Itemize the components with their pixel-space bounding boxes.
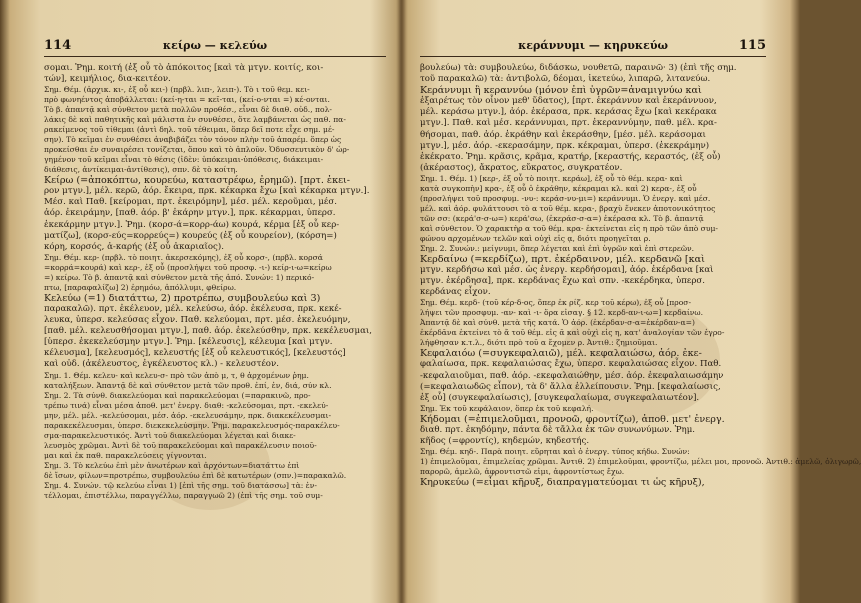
note-line: ἐκέρδᾶνα ἐκτείνει τὸ ἄ τοῦ θέμ. εἰς ᾶ καὶ οὐχὶ εἰς η, κατ' ἀναλογίαν τῶν ἐγρο- bbox=[420, 328, 725, 338]
text-line: -κεφαλαιοῦμαι, παθ. ἀόρ. -εκεφαλαιώθην, μέσ. ἀόρ. ἐκεφαλαιωσάμην bbox=[420, 370, 724, 381]
text-line: παρακαλῶ). πρτ. ἐκέλευον, μέλ. κελεύσω, ἀόρ. ἐκέλευσα, πρκ. κεκέ- bbox=[44, 303, 342, 314]
note-line: ρακείμενος τοῦ τίθεμαι (ἀντὶ δηλ. τοῦ τέθειμαι, ὅπερ δεῖ ποτε εἶχε σημ. μέ- bbox=[44, 125, 335, 135]
left-page-running-title: κείρω — κελεύω bbox=[162, 39, 268, 52]
right-page-number: 115 bbox=[738, 38, 766, 53]
text-line: (ἀκέραστος), ἄκρατος, εὔκρατος, συγκρατέον. bbox=[420, 162, 623, 173]
dictionary-entry-line: Κερδαίνω (=κερδίζω), πρτ. ἐκέρδαινον, μέλ. κερδανῶ [καὶ bbox=[420, 253, 705, 265]
note-line: διάθεσις, ἀντίκειμαι-ἀντίθεσις), σπν. δὲ τὸ κοίτη. bbox=[44, 165, 238, 175]
text-line: [ὑπερσ. ἐκεκελεύσμην μτγν.]. Ῥημ. [κέλευσις], κέλευμα [καὶ μτγν. bbox=[44, 337, 333, 348]
note-line: Σημ. 4. Συνών. τῷ κελεύω εἶναι 1) [ἐπὶ τῆς σημ. τοῦ διατάσσω] τὰ: ἐν- bbox=[44, 480, 317, 490]
note-line: Σημ. Θέμ. κερδ- (τοῦ κέρ-δ-ος, ὅπερ ἐκ ρίζ. κερ τοῦ κέρω), ἐξ οὗ [προσ- bbox=[420, 298, 692, 308]
right-page bbox=[404, 0, 861, 603]
left-page-text bbox=[44, 63, 386, 501]
note-line: μέλ. καὶ ἀόρ. φυλάττουσι τὸ α τοῦ θέμ. κερα-, βραχὺ ἕνεκεν ἀποτονικότητος bbox=[420, 203, 716, 213]
note-line: μαι καὶ ἐκ παθ. παρακελεύσεις γίγνονται. bbox=[44, 450, 207, 460]
text-line: μτγν.], μέσ. ἀόρ. -εκερασάμην, πρκ. κέκραμαι, ὑπερσ. (ἐκεκράμην) bbox=[420, 140, 710, 151]
note-line: παρακεκέλευσμαι, ὑπερσ. διεκεκελεύσμην. Ῥημ. παρακελευσμός-παρακέλευ- bbox=[44, 420, 340, 430]
text-line: κέλευσμα], [κελευσμός], κελευστής [ἐξ οὗ κελευστικός], [κελευστός] bbox=[44, 348, 346, 359]
note-line: Ἀπαντᾷ δὲ καὶ σύνθ. μετὰ τῆς κατά. Ὁ ἀόρ. (ἐκέρδαν-σ-α=ἐκέρδαν-α=) bbox=[420, 318, 695, 328]
note-line: σμα-παρακελευστικός. Ἀντὶ τοῦ διακελεύομαι λέγεται καὶ διακε- bbox=[44, 430, 296, 440]
left-page-header bbox=[44, 38, 386, 57]
dictionary-entry-line: Κείρω (=ἀποκόπτω, κουρεύω, καταστρέφω, ἐρημῶ). [πρτ. ἐκει- bbox=[44, 175, 351, 187]
right-page-header bbox=[420, 38, 766, 57]
text-line: ἐξ οὗ] (συγκεφαλαίωσις), [συγκεφαλαίωμα, συγκεφαλαιωτέον]. bbox=[420, 392, 700, 403]
note-line: τέλλομαι, ἐπιστέλλω, παραγγέλλω, παραγγωῶ 2) (ἐπὶ τῆς σημ. τοῦ συμ- bbox=[44, 490, 323, 500]
text-line: τών], κειμήλιος, δια-κειτέον. bbox=[44, 74, 171, 85]
dictionary-entry-line: Κεφαλαιόω (=συγκεφαλαιῶ), μέλ. κεφαλαιώσω, ἀόρ. ἐκε- bbox=[420, 348, 702, 360]
note-line: παρορῶ, ἀμελῶ, ἀφροντιστῶ εἰμι, ἀφροντίστως ἔχω. bbox=[420, 467, 625, 477]
note-line: λάκις δὲ καὶ παθητικῆς καὶ μάλιστα ἐν συνθέσει, ὅτε λαμβάνεται ὡς παθ. πα- bbox=[44, 115, 346, 125]
note-line: προκείσθαι ἐν συναιρέσει τονίζεται, ὅπου καὶ τὸ ἀπλοῦν. Ὀδυσσευτικὸν δ' ὡρ- bbox=[44, 145, 350, 155]
note-line: Τὸ β. ἀπαντᾷ καὶ σύνθετον μετὰ πολλῶν προθέσ., εἶναι δὲ διαθ. οὐδ., πολ- bbox=[44, 105, 332, 115]
text-line: μτγν. ἐκέρδησα], πρκ. κερδάνας ἔχω καὶ σπν. -κεκέρδηκα, ὑπερσ. bbox=[420, 276, 705, 287]
note-line: πρὸ φωνηέντος ἀποβάλλεται: (κεί-η-ται = κεῖ-ται, (κεί-ο-νται =) κέ-ονται. bbox=[44, 95, 330, 105]
text-line: ἐξαιρέτως τὸν οἶνον μεθ' ὕδατος), [πρτ. ἐκεράννυν καὶ ἐκεράννυον, bbox=[420, 96, 717, 107]
text-line: θήσομαι, παθ. ἀόρ. ἐκράθην καὶ ἐκεράσθην, [μέσ. μέλ. κεράσομαι bbox=[420, 129, 706, 140]
note-line: λήψει τῶν προσφυμ. -αν- καὶ -ι- ὅρα εἰσαγ. § 12. κερδ-αν-ι-ω=] κερδαίνω. bbox=[420, 308, 704, 318]
text-line: (=κεφαλαιωδῶς εἶπον), τὰ δ' ἄλλα ἐλλείπουσιν. Ῥημ. [κεφαλαίωσις, bbox=[420, 381, 721, 392]
note-line: Σημ. Θέμ. κηδ-. Παρὰ ποιητ. εὕρηται καὶ ὁ ἐνεργ. τύπος κήδω. Συνών: bbox=[420, 447, 690, 457]
note-line: Σημ. 3. Τὸ κελεύω ἐπὶ μὲν ἀνωτέρων καὶ ἀρχόντων=διατάττω ἐπὶ bbox=[44, 460, 300, 470]
right-page-running-title: κεράννυμι — κηρυκεύω bbox=[518, 39, 668, 52]
note-line: δὲ ἴσων, φίλων=προτρέπω, συμβουλεύω ἐπὶ δὲ κατωτέρων (σπν.)=παρακαλῶ. bbox=[44, 470, 347, 480]
note-line: λευσμὸς χρῶμαι. Ἀντὶ δὲ τοῦ παρακελεύομαι καὶ παρακέλευσιν ποιοῦ- bbox=[44, 440, 317, 450]
text-line: ἐκεκάρμην μτγν.]. Ῥημ. (κορσ-ά=κορρ-άω) κουρά, κέρμα [ἐξ οὗ κερ- bbox=[44, 219, 340, 230]
note-line: σην). Τὸ κεῖμαι ἐν συνθέσει ἀναβιβάζει τὸν τόνον πλὴν τοῦ ἀπαρέμ. ὅπερ ὡς bbox=[44, 135, 342, 145]
text-line: φαλαίωσα, πρκ. κεφαλαιώσας ἔχω, ὑπερσ. κεφαλαιώσας εἶχον. Παθ. bbox=[420, 359, 722, 370]
note-line: καταλήξεων. Ἀπαντᾷ δὲ καὶ σύνθετον μετὰ τῶν προθ. ἐπί, ἐν, διά, σύν κλ. bbox=[44, 380, 332, 390]
note-line: =κορρά=κουρά) καὶ κερ-, ἐξ οὗ (προσλήψει τοῦ προσφ. -ι-) κείρ-ι-ω=κείρω bbox=[44, 262, 332, 272]
text-line: ἐκέκρατο. Ῥημ. κρᾶσις, κρᾶμα, κρατήρ, [κεραστής, κεραστός, (ἐξ οὗ) bbox=[420, 151, 721, 162]
note-line: μην, μέλ. μέλ. -κελεύσομαι, μέσ. ἀόρ. -εκελευσάμην, πρκ. διακεκέλευσμαι- bbox=[44, 410, 332, 420]
text-line: σομαι. Ῥημ. κοιτή (ἐξ οὗ τὸ ἀπόκοιτος [καὶ τὰ μτγν. κοιτίς, κοι- bbox=[44, 63, 324, 73]
note-line: φώνου αρχομένων τελῶν καὶ οὐχὶ εἰς ᾳ, διότι προηγεῖται ρ. bbox=[420, 233, 651, 243]
note-line: Σημ. 2. Συνών.: μείγνυμι, ὅπερ λέγεται καὶ ἐπὶ ὑγρῶν καὶ ἐπὶ στερεῶν. bbox=[420, 243, 695, 253]
text-line: Μέσ. καὶ Παθ. [κείρομαι, πρτ. ἐκειρόμην], μέσ. μέλ. κεροῦμαι, μέσ. bbox=[44, 197, 337, 208]
dictionary-entry-line: Κηρυκεύω (=εἶμαι κῆρυξ, διαπραγματεύομαι τι ὡς κῆρυξ), bbox=[420, 477, 705, 489]
note-line: Σημ. Θέμ. (ἀρχικ. κι-, ἐξ οὗ κει-) (πρβλ. λιπ-, λειπ-). Τὸ ι τοῦ θεμ. κει- bbox=[44, 85, 310, 95]
left-page bbox=[12, 0, 400, 603]
dictionary-entry-line: Κεράννυμι ἢ κεραννύω (μόνον ἐπὶ ὑγρῶν=ἀναμιγνύω καὶ bbox=[420, 85, 702, 97]
dictionary-entry-line: Κελεύω (=1) διατάττω, 2) προτρέπω, συμβουλεύω καὶ 3) bbox=[44, 292, 321, 304]
text-line: διαθ. πρτ. ἐκηδόμην, πάντα δὲ τἄλλα ἐκ τῶν συνωνύμων. Ῥημ. bbox=[420, 424, 696, 435]
note-line: =) κείρω. Τὸ β. ἀπαντᾷ καὶ σύνθετον μετὰ τῆς ἀπό. Συνών: 1) περικό- bbox=[44, 272, 315, 282]
note-line: πτω, [παραφαλίζω] 2) ἐρημόω, ἀπόλλυμι, φθείρω. bbox=[44, 282, 237, 292]
note-line: τῶν σσ: (κερά'σ-σ-ω=) κερά'σω, (ἐκεράσ-σ-α=) ἐκέρασα κλ. Τὸ β. ἀπαντᾷ bbox=[420, 213, 704, 223]
dictionary-entry-line: Κήδομαι (=ἐπιμελοῦμαι, προνοῶ, φροντίζω), ἀποθ. μετ' ἐνεργ. bbox=[420, 413, 725, 425]
text-line: [παθ. μέλ. κελευσθήσομαι μτγν.], παθ. ἀόρ. ἐκελεύσθην, πρκ. κεκέλευσμαι, bbox=[44, 326, 372, 337]
left-page-number: 114 bbox=[44, 38, 72, 53]
text-line: λευκα, ὑπερσ. κελεύσας εἶχον. Παθ. κελεύομαι, πρτ. μέσ. ἐκελευόμην, bbox=[44, 315, 351, 326]
text-line: καὶ οὐδ. (ἀκέλευστος, ἐγκέλευστος κλ.) - κελευστέον. bbox=[44, 359, 279, 370]
note-line: γημένον τοῦ κεῖμαι εἶναι τὸ θέσις (ἰδὲν: ὑπόκειμαι-ὑπόθεσις, διάκειμαι- bbox=[44, 155, 324, 165]
text-line: κῆδος (=φροντίς), κηδεμών, κηδεστής. bbox=[420, 435, 590, 446]
note-line: Σημ. 1. Θέμ. κελευ- καὶ κελευ-σ- πρὸ τῶν ἀπὸ μ, τ, θ ἀρχομένων ῥημ. bbox=[44, 370, 309, 380]
text-line: ρον μτγν.], μέλ. κερῶ, ἀόρ. ἔκειρα, πρκ. κέκαρκα ἔχω [καὶ κέκαρκα μτγν.]. bbox=[44, 186, 370, 197]
text-line: ματίζω], (κορσ-εύς=κορρεύς=) κουρεύς (ἐξ οὗ κουρείον), (κόρση=) bbox=[44, 230, 337, 241]
note-line: Σημ. 1. Θέμ. 1) [κερ-, ἐξ οὗ τὸ ποιητ. κεράω], ἐξ οὗ τὸ θέμ. κερα- καὶ bbox=[420, 173, 683, 183]
note-line: τρέπω τινά) εἶναι μέσα ἀποθ. μετ' ἐνεργ. διαθ: -κελεύσομαι, πρτ. -εκελεύ- bbox=[44, 400, 329, 410]
text-line: κόρη, κορσός, ἀ-καρής (ἐξ οὗ ἀκαριαῖος). bbox=[44, 241, 224, 252]
text-line: βουλεύω) τὰ: συμβουλεύω, διδάσκω, νουθετῶ, παραινῶ· 3) (ἐπὶ τῆς σημ. bbox=[420, 63, 737, 73]
text-line: μέλ. κεράσω μτγν.], ἀόρ. ἐκέρασα, πρκ. κεράσας ἔχω [καὶ κεκέρακα bbox=[420, 107, 717, 118]
note-line: λήφθησαν κ.τ.λ., διότι πρὸ τοῦ α ἔχομεν ρ. Ἀντιθ.: ζημιοῦμαι. bbox=[420, 338, 658, 348]
note-line: (προσλήψει τοῦ προσφυμ. -νυ-: κεράσ-νυ-μι=) κεράννυμι. Ὁ ἐνεργ. καὶ μέσ. bbox=[420, 193, 711, 203]
text-line: τοῦ παρακαλῶ) τὰ: ἀντιβολῶ, δέομαι, ἱκετεύω, λιπαρῶ, λιτανεύω. bbox=[420, 74, 711, 85]
text-line: κερδάνας εἶχον. bbox=[420, 287, 491, 298]
note-line: κατὰ συγκοπὴν] κρα-, ἐξ οὗ ὁ ἐκράθην, κέκραμαι κλ. καὶ 2) κερα-, ἐξ οὗ bbox=[420, 183, 697, 193]
text-line: μτγν.]. Παθ. καὶ μέσ. κεράννυμαι, πρτ. ἐκεραννύμην, παθ. μέλ. κρα- bbox=[420, 118, 717, 129]
note-line: Σημ. Θέμ. κερ- (πρβλ. τὸ ποιητ. ἀκερσεκόμης), ἐξ οὗ κορσ-, (πρβλ. κορσά bbox=[44, 252, 323, 262]
text-line: μτγν. κερδήσω καὶ μέσ. ὡς ἐνεργ. κερδήσομαι], ἀόρ. ἐκέρδανα [καὶ bbox=[420, 265, 714, 276]
text-line: ἀόρ. ἐκειράμην, [παθ. ἀόρ. β' ἐκάρην μτγν.], πρκ. κέκαρμαι, ὑπερσ. bbox=[44, 208, 336, 219]
note-line: Σημ. 2. Τὰ σύνθ. διακελεύομαι καὶ παρακελεύομαι (=παρακινῶ, προ- bbox=[44, 390, 311, 400]
right-page-text bbox=[420, 63, 861, 489]
note-line: καὶ σύνθετον. Ὁ χαρακτὴρ α τοῦ θέμ. κρα- ἐκτείνεται εἰς η πρὸ τῶν ἀπὸ συμ- bbox=[420, 223, 718, 233]
note-line: Σημ. Ἐκ τοῦ κεφάλαιον, ὅπερ ἐκ τοῦ κεφαλή. bbox=[420, 403, 594, 413]
note-line: 1) ἐπιμελοῦμαι, ἐπιμελείας χρῶμαι. Ἀντιθ. 2) ἐπιμελοῦμαι, φροντίζω, μέλει μοι, προνοῶ. Ἀντιθ.: ἀμελῶ, ὀλιγωρῶ, bbox=[420, 457, 861, 467]
